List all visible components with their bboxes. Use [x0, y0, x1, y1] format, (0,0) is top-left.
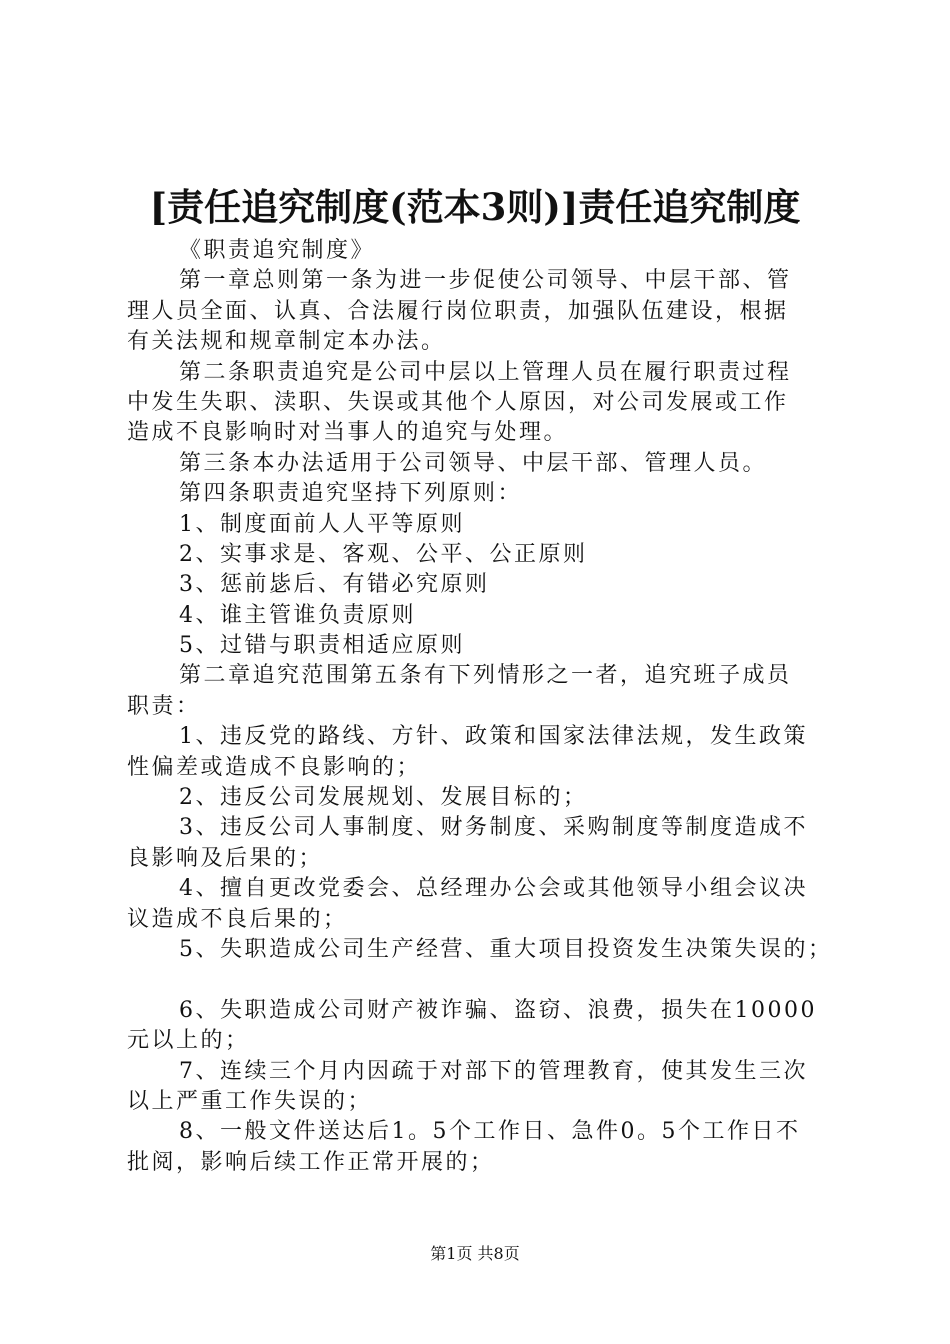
paragraph-line: 第二章追究范围第五条有下列情形之一者，追究班子成员: [179, 663, 792, 689]
document-title: [责任追究制度(范本3则)]责任追究制度: [149, 185, 801, 229]
paragraph-line: 4、擅自更改党委会、总经理办公会或其他领导小组会议决: [179, 876, 808, 902]
paragraph-line: 3、惩前毖后、有错必究原则: [179, 572, 490, 598]
paragraph-line: 中发生失职、渎职、失误或其他个人原因，对公司发展或工作: [127, 389, 789, 415]
document-body: [127, 236, 832, 1178]
paragraph-line: 性偏差或造成不良影响的；: [127, 754, 422, 780]
paragraph-line: 《职责追究制度》: [179, 238, 376, 263]
paragraph-line: 3、违反公司人事制度、财务制度、采购制度等制度造成不: [179, 815, 808, 841]
paragraph-line: 第二条职责追究是公司中层以上管理人员在履行职责过程: [179, 359, 792, 385]
paragraph-line: 良影响及后果的；: [127, 845, 324, 871]
paragraph-line: 1、违反党的路线、方针、政策和国家法律法规，发生政策: [179, 724, 808, 750]
paragraph-line: 5、过错与职责相适应原则: [179, 633, 465, 659]
paragraph-line: 1、制度面前人人平等原则: [179, 511, 465, 537]
paragraph-line: 7、连续三个月内因疏于对部下的管理教育，使其发生三次: [179, 1058, 808, 1084]
paragraph-line: 6、失职造成公司财产被诈骗、盗窃、浪费，损失在10000: [179, 997, 817, 1023]
paragraph-line: 第一章总则第一条为进一步促使公司领导、中层干部、管: [179, 268, 792, 294]
paragraph-line: 造成不良影响时对当事人的追究与处理。: [127, 420, 569, 446]
paragraph-line: 第四条职责追究坚持下列原则：: [179, 481, 523, 507]
paragraph-line: 5、失职造成公司生产经营、重大项目投资发生决策失误的；: [179, 936, 833, 962]
paragraph-line: 2、实事求是、客观、公平、公正原则: [179, 541, 588, 567]
paragraph-line: 批阅，影响后续工作正常开展的；: [127, 1149, 495, 1175]
paragraph-line: 以上严重工作失误的；: [127, 1088, 373, 1114]
paragraph-line: [127, 965, 832, 995]
page-footer: 第1页 共8页: [430, 1244, 520, 1263]
paragraph-line: 元以上的；: [127, 1028, 250, 1054]
paragraph-line: 理人员全面、认真、合法履行岗位职责，加强队伍建设，根据: [127, 298, 789, 324]
paragraph-line: 2、违反公司发展规划、发展目标的；: [179, 785, 588, 811]
paragraph-line: 职责：: [127, 693, 201, 719]
paragraph-line: 有关法规和规章制定本办法。: [127, 329, 446, 355]
paragraph-line: 第三条本办法适用于公司领导、中层干部、管理人员。: [179, 450, 768, 476]
paragraph-line: 4、谁主管谁负责原则: [179, 602, 416, 628]
paragraph-line: 议造成不良后果的；: [127, 906, 348, 932]
paragraph-line: 8、一般文件送达后1。5个工作日、急件0。5个工作日不: [179, 1119, 801, 1145]
